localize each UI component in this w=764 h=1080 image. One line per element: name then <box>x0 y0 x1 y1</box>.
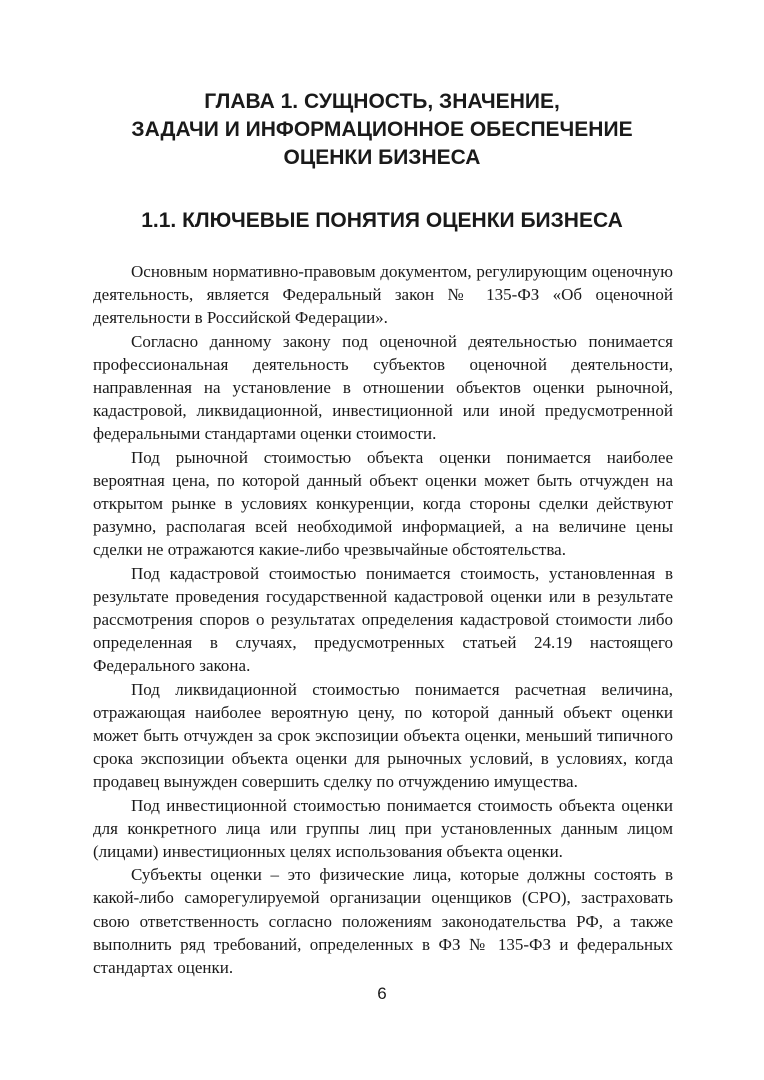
paragraph-appraisal-activity: Согласно данному закону под оценочной деятельностью понимается профессиональная деятельность субъектов оценочной деятельности, направленная на установление в отношении объектов оценки рыночной, кадастровой, ликвидационной, инвестиционной или иной предусмотренной федеральными стандартами оценки стоимости. <box>93 331 673 444</box>
chapter-title-line: ЗАДАЧИ И ИНФОРМАЦИОННОЕ ОБЕСПЕЧЕНИЕ <box>131 118 633 141</box>
section-title: 1.1. КЛЮЧЕВЫЕ ПОНЯТИЯ ОЦЕНКИ БИЗНЕСА <box>141 209 623 232</box>
paragraph-appraisal-subjects: Субъекты оценки – это физические лица, которые должны состоять в какой-либо саморегулируемой организации оценщиков (СРО), застраховать свою ответственность согласно положениям законодательства РФ, а также выполнить ряд требований, определенных в ФЗ № 135-ФЗ и федеральных стандартах оценки. <box>93 865 673 978</box>
paragraph-legal-basis: Основным нормативно-правовым документом, регулирующим оценочную деятельность, является Федеральный закон № 135-ФЗ «Об оценочной деятельности в Российской Федерации». <box>93 262 673 328</box>
body-text <box>93 260 673 979</box>
paragraph-investment-value: Под инвестиционной стоимостью понимается стоимость объекта оценки для конкретного лица или группы лиц при установленных данным лицом (лицами) инвестиционных целях использования объекта оценки. <box>93 795 673 862</box>
chapter-title-line: ГЛАВА 1. СУЩНОСТЬ, ЗНАЧЕНИЕ, <box>204 90 560 113</box>
paragraph-market-value: Под рыночной стоимостью объекта оценки понимается наиболее вероятная цена, по которой данный объект оценки может быть отчужден на открытом рынке в условиях конкуренции, когда стороны сделки действуют разумно, располагая всей необходимой информацией, а на величине цены сделки не отражаются какие-либо чрезвычайные обстоятельства. <box>93 447 673 560</box>
page-number: 6 <box>377 984 387 1003</box>
chapter-title-line: ОЦЕНКИ БИЗНЕСА <box>283 146 481 169</box>
paragraph-liquidation-value: Под ликвидационной стоимостью понимается расчетная величина, отражающая наиболее вероятную цену, по которой данный объект оценки может быть отчужден за срок экспозиции объекта оценки, меньший типичного срока экспозиции объекта оценки для рыночных условий, в условиях, когда продавец вынужден совершить сделку по отчуждению имущества. <box>93 679 673 792</box>
chapter-title <box>60 88 704 172</box>
paragraph-cadastral-value: Под кадастровой стоимостью понимается стоимость, установленная в результате проведения государственной кадастровой оценки или в результате рассмотрения споров о результатах определения кадастровой стоимости либо определенная в случаях, предусмотренных статьей 24.19 настоящего Федерального закона. <box>93 563 673 676</box>
